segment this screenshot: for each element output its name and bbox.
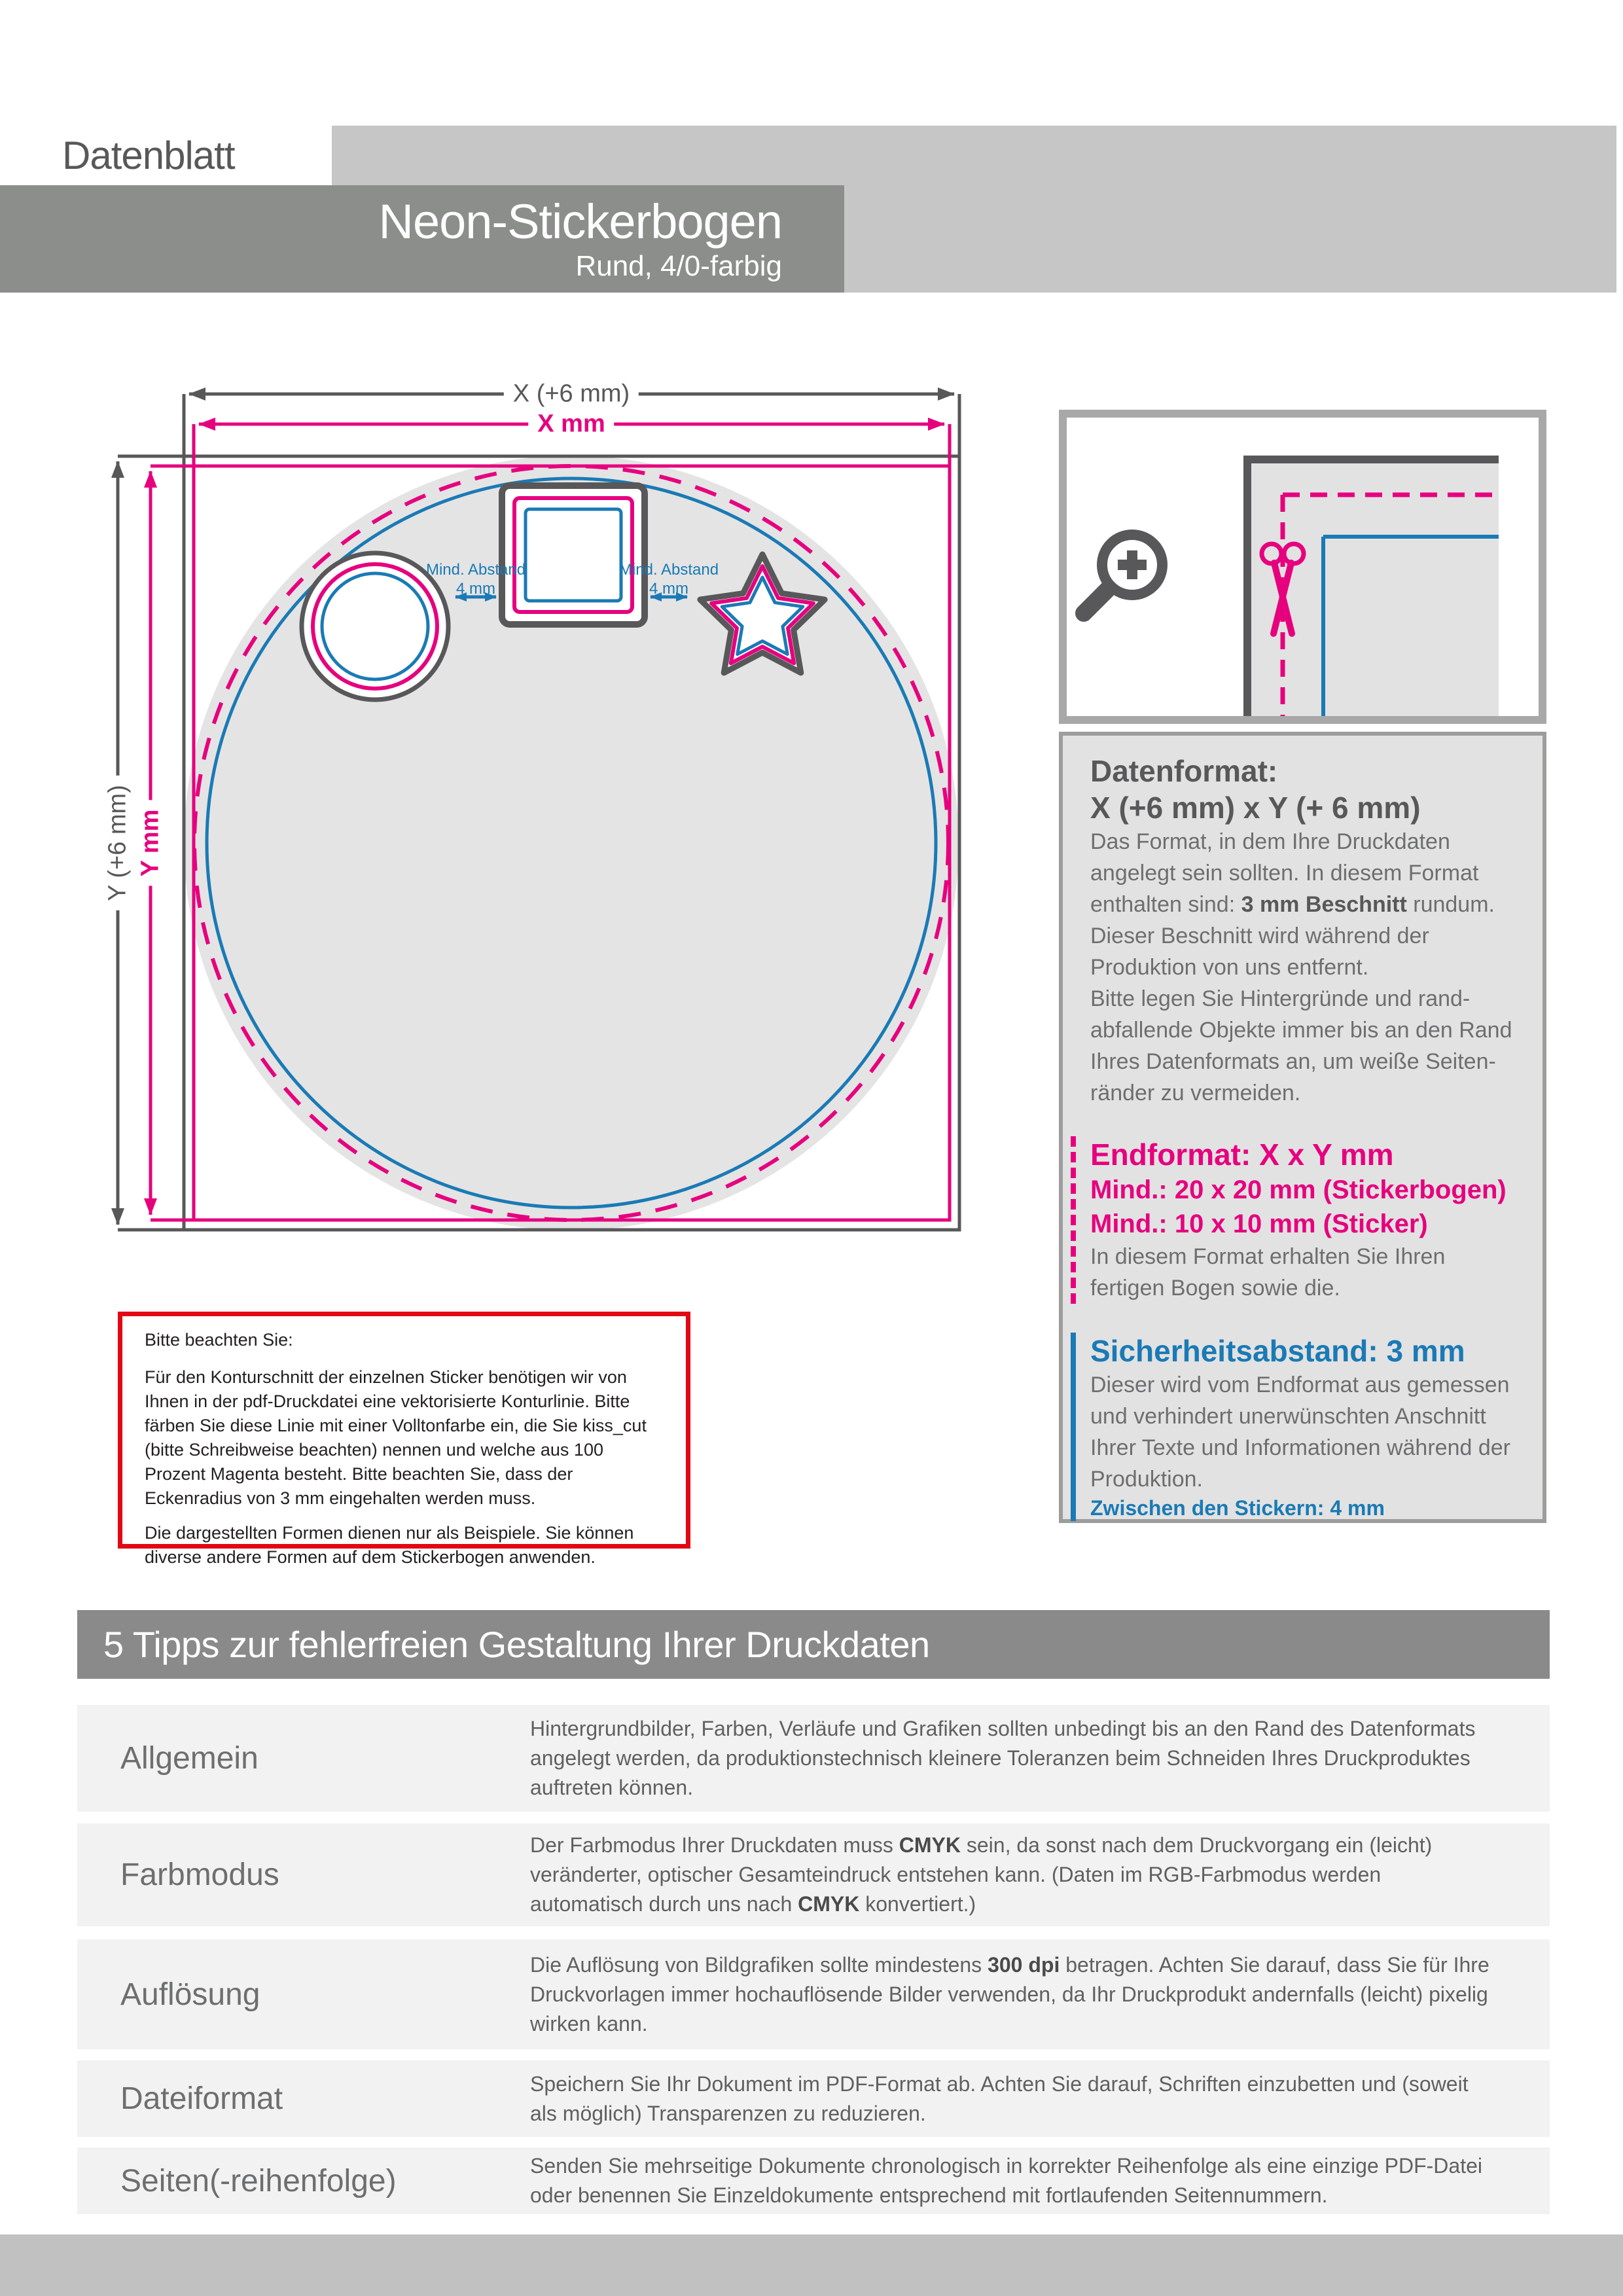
tip-row-seitenreihenfolge <box>77 2147 1550 2214</box>
format-info-panel <box>1059 732 1546 1523</box>
sticker-example-square <box>502 486 645 624</box>
notice-box <box>118 1312 690 1567</box>
safety-title: Sicherheitsabstand: 3 mm <box>1090 1334 1465 1368</box>
min-distance-label-right: Mind. Abstand 4 mm <box>618 561 719 598</box>
tip-label: Allgemein <box>120 1741 259 1776</box>
tip-text: Hintergrundbilder, Farben, Verläufe und Grafiken sollten unbedingt bis an den Rand des Datenformats angelegt werden, da produktionstechnisch kleinere Toleranzen beim Schneiden Ihres Druckproduktes auftreten können. <box>530 1717 1476 1799</box>
safety-body: Dieser wird vom Endformat aus gemessen und verhindert unerwünschten Anschnitt Ihrer Texte und Informationen während der Produktion. <box>1090 1372 1510 1492</box>
footer-band <box>0 2234 1623 2296</box>
safety-block <box>1071 1333 1524 1521</box>
tip-text: Speichern Sie Ihr Dokument im PDF-Format ab. Achten Sie darauf, Schriften einzubetten und (soweit als möglich) Transparenzen zu reduzieren. <box>530 2072 1469 2125</box>
tip-text: Senden Sie mehrseitige Dokumente chronologisch in korrekter Reihenfolge als eine einzige PDF-Datei oder benennen Sie Einzeldokumente entsprechend mit fortlaufenden Seitennummern. <box>530 2154 1482 2207</box>
min-distance-label-left: Mind. Abstand 4 mm <box>425 561 526 598</box>
tip-label: Farbmodus <box>120 1857 279 1892</box>
dataformat-title: Datenformat: <box>1090 754 1278 788</box>
tip-label: Seiten(-reihenfolge) <box>120 2163 397 2198</box>
notice-paragraph-1: Für den Konturschnitt der einzelnen Sticker benötigen wir von Ihnen in der pdf-Druckdatei eine vektorisierte Konturlinie. Bitte färben Sie diese Linie mit einer Volltonfarbe ein, die Sie kiss_cut (bitte Schreibweise beachten) nennen und welche aus 100 Prozent Magenta besteht. Bitte beachten Sie, dass der Eckenradius von 3 mm eingehalten werden muss. <box>145 1367 647 1508</box>
tip-text: Die Auflösung von Bildgrafiken sollte mindestens 300 dpi betragen. Achten Sie darauf, dass Sie für Ihre Druckvorlagen immer hochauflösende Bilder verwenden, da Ihr Druckprodukt andernfalls (leicht) pixelig wirken kann. <box>530 1952 1489 2036</box>
product-subtitle: Rund, 4/0-farbig <box>575 250 782 282</box>
notice-paragraph-2: Die dargestellten Formen dienen nur als Beispiele. Sie können diverse andere Formen auf dem Stickerbogen anwenden. <box>145 1523 634 1567</box>
tip-row-dateiformat <box>77 2060 1550 2137</box>
endformat-min-sheet: Mind.: 20 x 20 mm (Stickerbogen) <box>1090 1175 1507 1204</box>
sticker-sheet-diagram <box>65 367 982 1283</box>
tip-label: Dateiformat <box>120 2081 283 2116</box>
dim-x-inner-label: X mm <box>528 410 614 439</box>
tip-row-allgemein <box>77 1705 1550 1812</box>
corner-detail-illustration <box>1067 418 1539 716</box>
endformat-min-sticker: Mind.: 10 x 10 mm (Sticker) <box>1090 1210 1428 1238</box>
product-title: Neon-Stickerbogen <box>378 194 782 249</box>
endformat-title: Endformat: X x Y mm <box>1090 1138 1394 1172</box>
title-banner <box>0 185 844 293</box>
bleed-paragraph-2: Bitte legen Sie Hintergründe und rand- abfallende Objekte immer bis an den Rand Ihres Datenformats an, um weiße Seiten- ränder zu vermeiden. <box>1090 986 1512 1105</box>
bleed-paragraph-1: Dieser Beschnitt wird während der Produktion von uns entfernt. <box>1090 924 1429 980</box>
tips-banner <box>77 1610 1550 1679</box>
tips-title: 5 Tipps zur fehlerfreien Gestaltung Ihrer Druckdaten <box>103 1624 930 1665</box>
magnifier-zoom-icon <box>1084 535 1162 613</box>
dim-y-inner-label: Y mm <box>137 800 165 886</box>
endformat-body: In diesem Format erhalten Sie Ihren fertigen Bogen sowie die. <box>1090 1244 1446 1300</box>
safety-note: Zwischen den Stickern: 4 mm <box>1090 1496 1385 1520</box>
endformat-block <box>1071 1136 1524 1304</box>
dim-x-outer-label: X (+6 mm) <box>504 380 639 408</box>
corner-detail-box <box>1059 410 1546 724</box>
dataformat-paragraph: Das Format, in dem Ihre Druckdaten angelegt sein sollten. In diesem Format enthalten sind: 3 mm Beschnitt rundum. <box>1090 829 1495 917</box>
dataformat-formula: X (+6 mm) x Y (+ 6 mm) <box>1090 791 1421 825</box>
doc-label-box <box>0 126 332 185</box>
notice-title: Bitte beachten Sie: <box>145 1330 293 1350</box>
tip-text: Der Farbmodus Ihrer Druckdaten muss CMYK sein, da sonst nach dem Druckvorgang ein (leicht) veränderter, optischer Gesamteindruck entstehen kann. (Daten im RGB-Farbmodus werden automatisch durch uns nach CMYK konvertiert.) <box>530 1833 1433 1916</box>
tip-label: Auflösung <box>120 1977 260 2012</box>
tip-row-farbmodus <box>77 1823 1550 1926</box>
tip-row-aufloesung <box>77 1939 1550 2049</box>
dim-y-outer-label: Y (+6 mm) <box>104 776 132 910</box>
doc-label: Datenblatt <box>62 134 235 177</box>
